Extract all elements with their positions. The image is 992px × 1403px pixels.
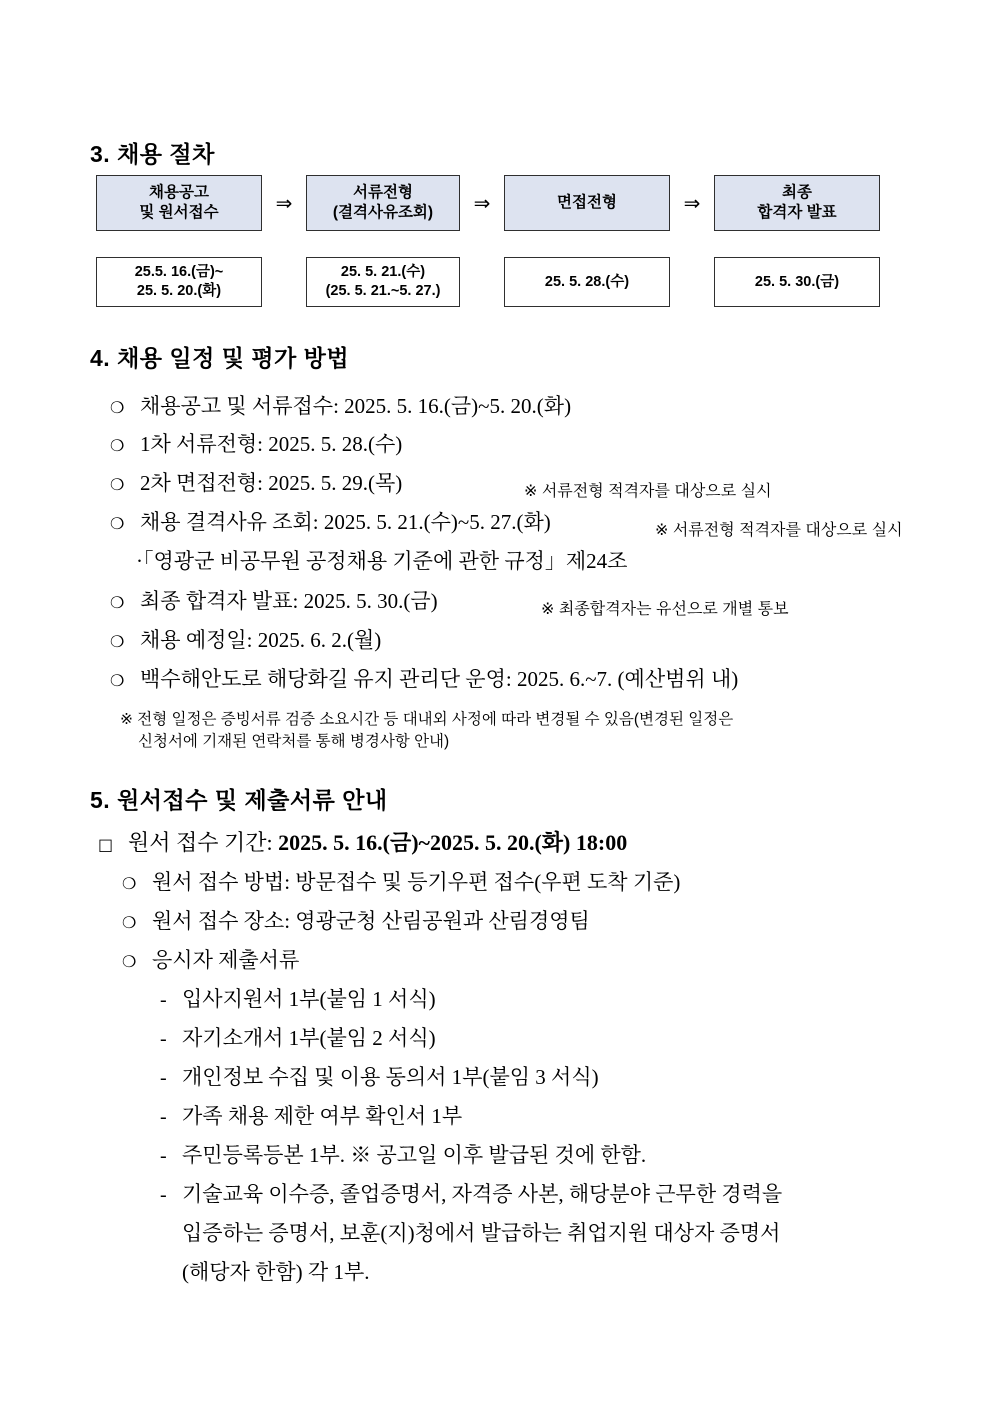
schedule-item-3-note: ※ 서류전형 적격자를 대상으로 실시 <box>524 483 772 500</box>
bullet-circle-icon: ❍ <box>110 475 125 494</box>
application-item-1-text: 원서 접수 방법: 방문접수 및 등기우편 접수(우편 도착 기준) <box>152 870 681 894</box>
flow-step-1-line1: 채용공고 <box>149 183 209 201</box>
schedule-rule-subitem: ·「영광군 비공무원 공정채용 기준에 관한 규정」제24조 <box>136 549 628 573</box>
flow-step-1-line2: 및 원서접수 <box>139 204 219 221</box>
dash-icon: - <box>160 1106 167 1128</box>
flow-step-1-date <box>96 257 262 307</box>
flow-step-3-date <box>504 257 670 307</box>
schedule-item-4-note: ※ 서류전형 적격자를 대상으로 실시 <box>655 522 903 539</box>
bullet-square-icon: □ <box>98 835 114 854</box>
bullet-circle-icon: ❍ <box>122 913 137 932</box>
document-item-1-text: 입사지원서 1부(붙임 1 서식) <box>182 987 436 1011</box>
application-item-1 <box>122 872 680 893</box>
document-item-4 <box>160 1106 462 1127</box>
bullet-circle-icon: ❍ <box>110 398 125 417</box>
schedule-item-7 <box>110 669 738 690</box>
schedule-item-4 <box>110 512 551 533</box>
document-item-2 <box>160 1028 436 1049</box>
document-item-1 <box>160 989 436 1010</box>
bullet-circle-icon: ❍ <box>122 874 137 893</box>
document-item-6-cont1: 입증하는 증명서, 보훈(지)청에서 발급하는 취업지원 대상자 증명서 <box>182 1221 781 1245</box>
schedule-item-5-note: ※ 최종합격자는 유선으로 개별 통보 <box>541 601 789 618</box>
flow-step-4-line1: 최종 <box>782 183 812 201</box>
schedule-item-3 <box>110 473 402 494</box>
flow-step-3-line1: 면접전형 <box>557 193 617 211</box>
bullet-circle-icon: ❍ <box>110 593 125 612</box>
application-item-2 <box>122 911 590 932</box>
section-3-heading: 3. 채용 절차 <box>90 141 215 167</box>
schedule-item-2-text: 1차 서류전형: 2025. 5. 28.(수) <box>140 432 403 456</box>
flow-step-4-box <box>714 175 880 231</box>
document-item-3-text: 개인정보 수집 및 이용 동의서 1부(붙임 3 서식) <box>182 1065 599 1089</box>
dash-icon: - <box>160 1145 167 1167</box>
flow-step-2-line1: 서류전형 <box>353 183 413 201</box>
bullet-circle-icon: ❍ <box>110 436 125 455</box>
document-item-4-text: 가족 채용 제한 여부 확인서 1부 <box>182 1104 463 1128</box>
flow-step-4-line2: 합격자 발표 <box>757 204 837 221</box>
flow-step-3-box <box>504 175 670 231</box>
flow-step-1 <box>96 175 262 307</box>
flow-step-1-date2: 25. 5. 20.(화) <box>136 283 222 299</box>
flow-arrow-1-icon: ⇒ <box>275 191 293 215</box>
document-item-6-cont2: (해당자 한함) 각 1부. <box>182 1260 370 1284</box>
document-item-6-text: 기술교육 이수증, 졸업증명서, 자격증 사본, 해당분야 근무한 경력을 <box>182 1182 783 1206</box>
flow-step-1-date1: 25.5. 16.(금)~ <box>134 264 224 281</box>
flow-step-2-date2: (25. 5. 21.~5. 27.) <box>325 283 441 299</box>
flow-step-4 <box>714 175 880 307</box>
schedule-footnote <box>120 709 920 754</box>
application-item-2-text: 원서 접수 장소: 영광군청 산림공원과 산림경영팀 <box>152 909 590 933</box>
application-period <box>98 826 627 857</box>
section-4-heading: 4. 채용 일정 및 평가 방법 <box>90 345 350 371</box>
schedule-footnote-line2: 신청서에 기재된 연락처를 통해 병경사항 안내) <box>138 733 450 751</box>
flow-step-4-date <box>714 257 880 307</box>
schedule-item-2 <box>110 434 402 455</box>
section-5-heading: 5. 원서접수 및 제출서류 안내 <box>90 787 388 813</box>
schedule-footnote-line1: ※ 전형 일정은 증빙서류 검증 소요시간 등 대내외 사정에 따라 변경될 수 있음(변경된 일정은 <box>120 711 734 728</box>
schedule-item-1-text: 채용공고 및 서류접수: 2025. 5. 16.(금)~5. 20.(화) <box>140 394 572 418</box>
schedule-item-4-text: 채용 결격사유 조회: 2025. 5. 21.(수)~5. 27.(화) <box>140 510 551 534</box>
application-item-3-text: 응시자 제출서류 <box>152 948 300 972</box>
flow-step-4-date1: 25. 5. 30.(금) <box>754 273 840 290</box>
bullet-circle-icon: ❍ <box>110 632 125 651</box>
document-item-2-text: 자기소개서 1부(붙임 2 서식) <box>182 1026 436 1050</box>
schedule-item-6-text: 채용 예정일: 2025. 6. 2.(월) <box>140 628 382 652</box>
document-item-5-text: 주민등록등본 1부. ※ 공고일 이후 발급된 것에 한함. <box>182 1143 647 1167</box>
dash-icon: - <box>160 989 167 1011</box>
schedule-item-5 <box>110 591 438 612</box>
bullet-circle-icon: ❍ <box>110 514 125 533</box>
schedule-item-7-text: 백수해안도로 해당화길 유지 관리단 운영: 2025. 6.~7. (예산범위 내) <box>140 667 739 691</box>
flow-step-1-box <box>96 175 262 231</box>
dash-icon: - <box>160 1028 167 1050</box>
dash-icon: - <box>160 1184 167 1206</box>
flow-arrow-2-icon: ⇒ <box>473 191 491 215</box>
application-period-value: 2025. 5. 16.(금)~2025. 5. 20.(화) 18:00 <box>278 830 628 855</box>
flow-step-3-date1: 25. 5. 28.(수) <box>544 273 630 290</box>
flow-step-2-line2: (결격사유조회) <box>332 204 434 221</box>
schedule-item-5-text: 최종 합격자 발표: 2025. 5. 30.(금) <box>140 589 438 613</box>
flow-step-2-box <box>306 175 460 231</box>
flow-arrow-3-icon: ⇒ <box>683 191 701 215</box>
application-period-label: 원서 접수 기간: <box>128 830 279 855</box>
dash-icon: - <box>160 1067 167 1089</box>
bullet-circle-icon: ❍ <box>122 952 137 971</box>
recruitment-flow-chart <box>96 175 916 307</box>
flow-step-2-date1: 25. 5. 21.(수) <box>340 264 426 281</box>
schedule-item-6 <box>110 630 381 651</box>
application-item-3 <box>122 950 299 971</box>
document-item-5 <box>160 1145 646 1166</box>
document-item-6 <box>160 1184 782 1205</box>
bullet-circle-icon: ❍ <box>110 671 125 690</box>
document-item-3 <box>160 1067 599 1088</box>
flow-step-2-date <box>306 257 460 307</box>
schedule-item-1 <box>110 396 571 417</box>
flow-step-2 <box>306 175 460 307</box>
schedule-item-3-text: 2차 면접전형: 2025. 5. 29.(목) <box>140 471 403 495</box>
flow-step-3 <box>504 175 670 307</box>
